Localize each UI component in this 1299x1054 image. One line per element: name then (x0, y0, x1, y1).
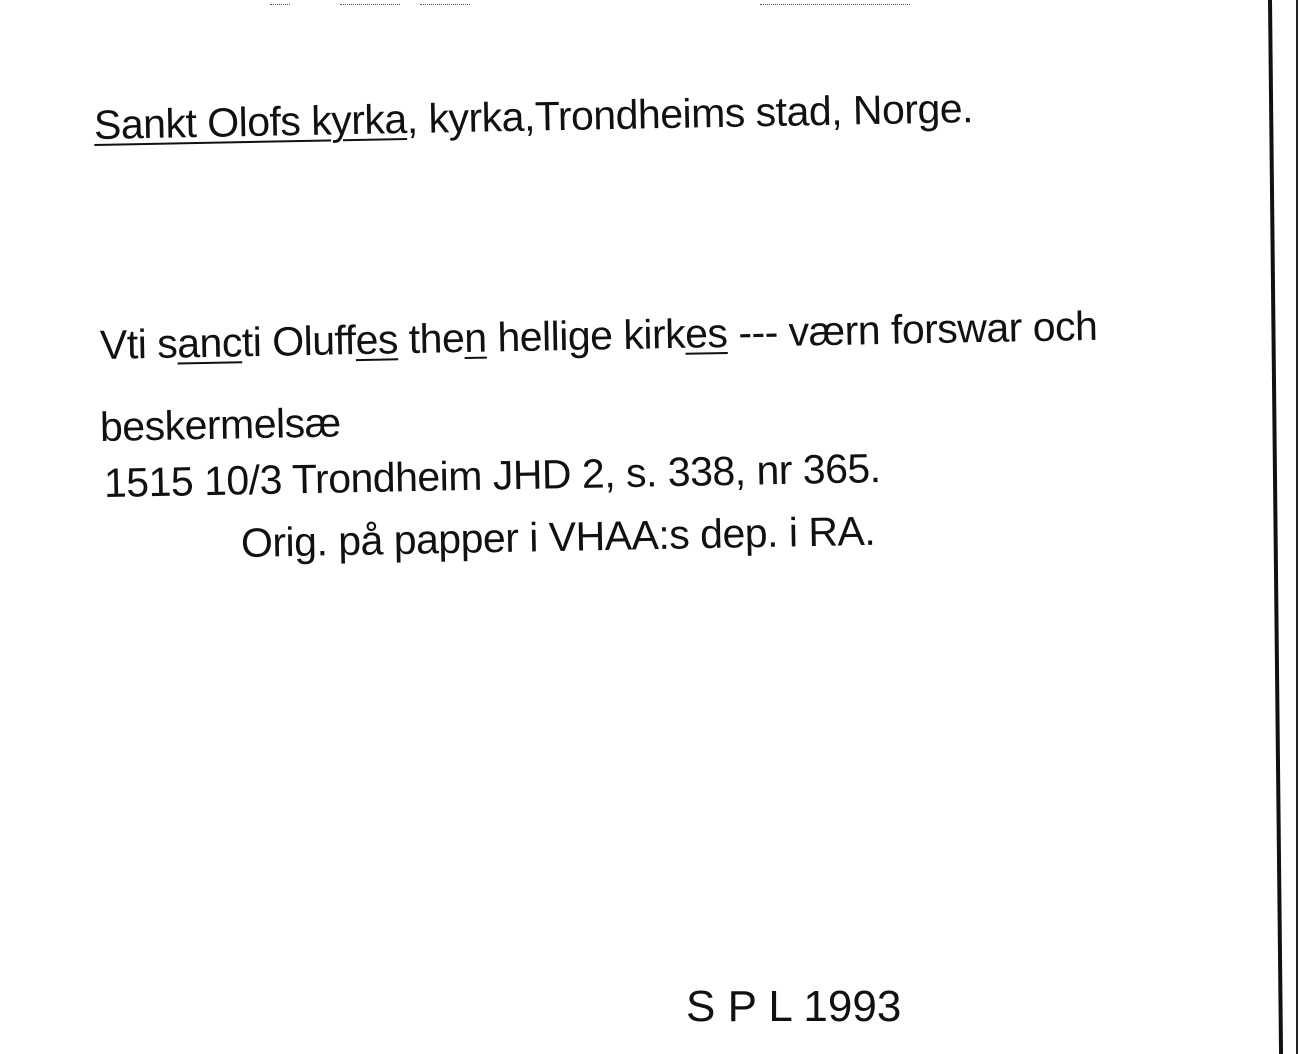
scan-speck (340, 4, 400, 7)
quote-text: ti Oluff (241, 317, 356, 366)
card-heading (94, 85, 974, 149)
scan-speck (270, 4, 290, 7)
quote-abbrev: anc (176, 319, 243, 367)
quote-line-1 (100, 303, 1098, 369)
card-edge-line (1268, 0, 1283, 1054)
quote-abbrev: n (463, 314, 487, 362)
signature: S P L 1993 (686, 982, 902, 1031)
card-edge-line (1296, 0, 1298, 1054)
scan-speck (760, 4, 910, 7)
quote-text: --- værn forswar och (726, 302, 1098, 356)
quote-abbrev: es (355, 316, 399, 364)
quote-abbrev: es (684, 309, 728, 357)
heading-place-name: Sankt Olofs kyrka (93, 95, 408, 148)
quote-text: hellige kirk (486, 310, 686, 361)
quote-text: the (397, 315, 465, 363)
heading-place-detail: , kyrka,Trondheims stad, Norge. (406, 85, 974, 142)
scan-speck (420, 4, 470, 7)
quote-text: Vti s (99, 320, 178, 368)
source-reference: 1515 10/3 Trondheim JHD 2, s. 338, nr 365. (103, 445, 881, 506)
quote-line-2: beskermelsæ (99, 399, 341, 450)
origin-note: Orig. på papper i VHAA:s dep. i RA. (240, 507, 876, 566)
